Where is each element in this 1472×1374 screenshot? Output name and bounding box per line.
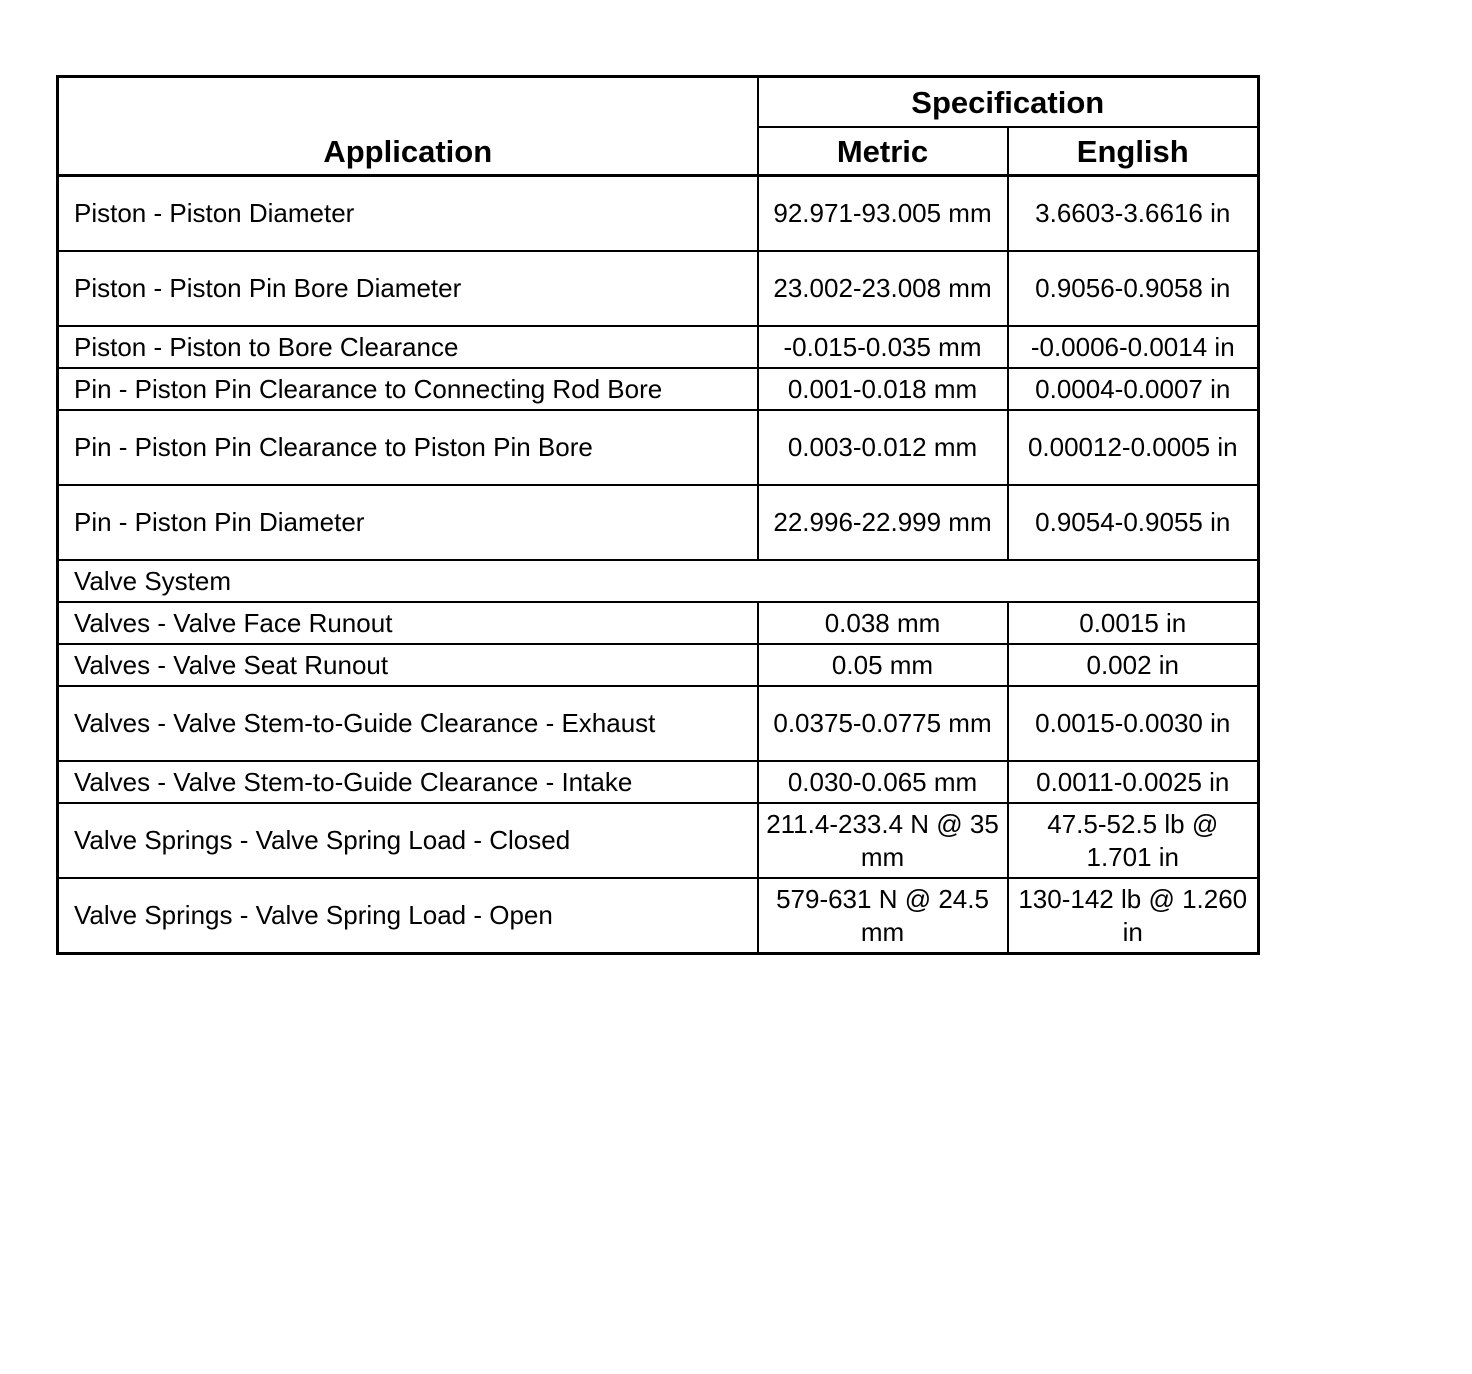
table-row (58, 761, 1259, 803)
english-cell: 0.9054-0.9055 in (1008, 485, 1259, 560)
metric-cell: 92.971-93.005 mm (758, 176, 1008, 252)
application-cell: Valves - Valve Stem-to-Guide Clearance - Exhaust (58, 686, 758, 761)
table-row (58, 686, 1259, 761)
metric-cell: 0.030-0.065 mm (758, 761, 1008, 803)
english-cell: 0.0004-0.0007 in (1008, 368, 1259, 410)
metric-cell: 0.0375-0.0775 mm (758, 686, 1008, 761)
table-row (58, 326, 1259, 368)
table-row (58, 251, 1259, 326)
metric-cell: 23.002-23.008 mm (758, 251, 1008, 326)
application-cell: Pin - Piston Pin Clearance to Piston Pin Bore (58, 410, 758, 485)
english-cell: 130-142 lb @ 1.260 in (1008, 878, 1259, 954)
table-row (58, 602, 1259, 644)
english-cell: 0.0011-0.0025 in (1008, 761, 1259, 803)
metric-cell: 22.996-22.999 mm (758, 485, 1008, 560)
english-cell: 0.0015 in (1008, 602, 1259, 644)
english-cell: 0.00012-0.0005 in (1008, 410, 1259, 485)
metric-cell: -0.015-0.035 mm (758, 326, 1008, 368)
english-cell: -0.0006-0.0014 in (1008, 326, 1259, 368)
application-cell: Valves - Valve Seat Runout (58, 644, 758, 686)
table-body (58, 176, 1259, 954)
english-cell: 3.6603-3.6616 in (1008, 176, 1259, 252)
table-row (58, 368, 1259, 410)
application-cell: Valves - Valve Stem-to-Guide Clearance - Intake (58, 761, 758, 803)
specification-column-header: Specification (758, 77, 1259, 128)
valve-system-section-label: Valve System (58, 560, 1259, 602)
section-row (58, 560, 1259, 602)
english-cell: 0.002 in (1008, 644, 1259, 686)
metric-cell: 0.003-0.012 mm (758, 410, 1008, 485)
specification-table (56, 75, 1260, 955)
application-cell: Piston - Piston Diameter (58, 176, 758, 252)
table-row (58, 803, 1259, 878)
english-cell: 47.5-52.5 lb @ 1.701 in (1008, 803, 1259, 878)
table-row (58, 176, 1259, 252)
metric-cell: 579-631 N @ 24.5 mm (758, 878, 1008, 954)
metric-cell: 211.4-233.4 N @ 35 mm (758, 803, 1008, 878)
metric-column-header: Metric (758, 127, 1008, 176)
application-cell: Piston - Piston to Bore Clearance (58, 326, 758, 368)
table-row (58, 410, 1259, 485)
application-cell: Pin - Piston Pin Clearance to Connecting Rod Bore (58, 368, 758, 410)
application-cell: Valves - Valve Face Runout (58, 602, 758, 644)
application-cell: Valve Springs - Valve Spring Load - Open (58, 878, 758, 954)
metric-cell: 0.05 mm (758, 644, 1008, 686)
application-column-header: Application (58, 77, 758, 176)
application-cell: Piston - Piston Pin Bore Diameter (58, 251, 758, 326)
application-cell: Valve Springs - Valve Spring Load - Closed (58, 803, 758, 878)
table-header (58, 77, 1259, 176)
application-cell: Pin - Piston Pin Diameter (58, 485, 758, 560)
table-row (58, 644, 1259, 686)
metric-cell: 0.001-0.018 mm (758, 368, 1008, 410)
english-cell: 0.9056-0.9058 in (1008, 251, 1259, 326)
table-row (58, 878, 1259, 954)
metric-cell: 0.038 mm (758, 602, 1008, 644)
english-column-header: English (1008, 127, 1259, 176)
table-row (58, 485, 1259, 560)
english-cell: 0.0015-0.0030 in (1008, 686, 1259, 761)
